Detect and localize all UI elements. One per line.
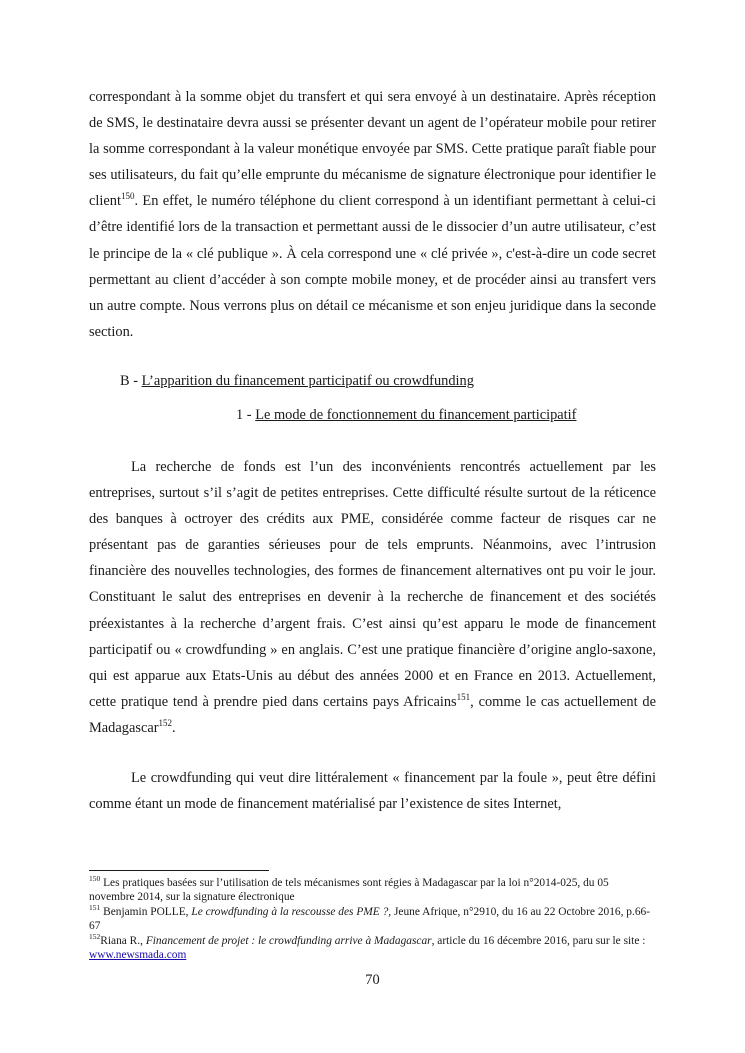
footnote-cited-title: Le crowdfunding à la rescousse des PME ?, (191, 906, 392, 918)
page-number: 70 (365, 972, 380, 988)
paragraph-text: , comme le cas actuellement de Madagascar (89, 693, 656, 736)
footnote-number: 152 (89, 932, 101, 942)
paragraph-mobile-money (89, 84, 656, 345)
footnote-number: 151 (89, 903, 101, 913)
subsection-heading-prefix: 1 - (236, 407, 256, 423)
footnote-text: Les pratiques basées sur l’utilisation de tels mécanismes sont régies à Madagascar par la loi n°2014-025, du 05 novembre 2014, sur la signature électronique (89, 877, 609, 904)
section-heading-b (120, 371, 474, 391)
footnote-separator (89, 870, 269, 871)
footnote-152 (89, 934, 656, 962)
footnote-number: 150 (89, 874, 101, 884)
paragraph-crowdfunding-intro (89, 454, 656, 741)
paragraph-text: . (172, 719, 176, 736)
paragraph-crowdfunding-definition (89, 765, 656, 817)
footnote-cited-title: Financement de projet : le crowdfunding arrive à Madagascar (145, 935, 432, 947)
paragraph-text: . En effet, le numéro téléphone du client correspond à un identifiant permettant à celui-ci d’être identifié lors de la transaction et permettant aussi de le dissocier d’un autre utilisateur, c’est le principe de la « clé publique ». À cela correspond une « clé privée », c'est-à-dire un code secret permettant au client d’accéder à son compte mobile money, et de procéder ainsi au transfert vers un autre compte. Nous verrons plus on détail ce mécanisme et son enjeu juridique dans la seconde section. (89, 193, 656, 340)
footnote-151 (89, 905, 656, 933)
footnote-text: , article du 16 décembre 2016, paru sur le site : (431, 935, 646, 947)
footnote-ref-150[interactable]: 150 (120, 191, 135, 202)
paragraph-text: Le crowdfunding qui veut dire littéralement « financement par la foule », peut être défini comme étant un mode de financement matérialisé par l’existence de sites Internet, (89, 770, 656, 813)
paragraph-text: correspondant à la somme objet du transfert et qui sera envoyé à un destinataire. Après réception de SMS, le destinataire devra aussi se présenter devant un agent de l’opérateur mobile pour retirer la somme correspondant à la valeur monétique envoyée par SMS. Cette pratique paraît fiable pour ses utilisateurs, du fait qu’elle emprunte du mécanisme de signature électronique pour identifier le client (89, 89, 656, 210)
footnote-ref-151[interactable]: 151 (456, 692, 471, 703)
footnote-ref-152[interactable]: 152 (158, 718, 173, 729)
footnote-text: Riana R., (100, 935, 146, 947)
footnote-text: Jeune Afrique, n°2910, du 16 au 22 Octobre 2016, p.66-67 (89, 906, 651, 933)
paragraph-text: La recherche de fonds est l’un des inconvénients rencontrés actuellement par les entreprises, surtout s’il s’agit de petites entreprises. Cette difficulté résulte surtout de la réticence des banques à octroyer des crédits aux PME, considérée comme facteur de risques car ne présentant pas de garanties sérieuses pour de tels emprunts. Néanmoins, avec l’intrusion financière des nouvelles technologies, des formes de financement alternatives ont pu voir le jour. Constituant le salut des entreprises en devenir à la recherche de financement et des sociétés préexistantes à la recherche d’argent frais. C’est ainsi qu’est apparu le mode de financement participatif ou « crowdfunding » en anglais. C’est une pratique financière d’origine anglo-saxone, qui est apparue aux Etats-Unis au début des années 2000 et en France en 2013. Actuellement, cette pratique tend à prendre pied dans certains pays Africains (89, 459, 656, 710)
footnote-text: Benjamin POLLE, (100, 906, 192, 918)
subsection-heading-1 (236, 405, 576, 425)
newsmada-link[interactable]: www.newsmada.com (89, 949, 187, 962)
section-heading-title: L’apparition du financement participatif ou crowdfunding (141, 373, 474, 389)
subsection-heading-title: Le mode de fonctionnement du financement participatif (255, 407, 577, 423)
section-heading-prefix: B - (120, 373, 142, 389)
footnote-150 (89, 876, 656, 904)
